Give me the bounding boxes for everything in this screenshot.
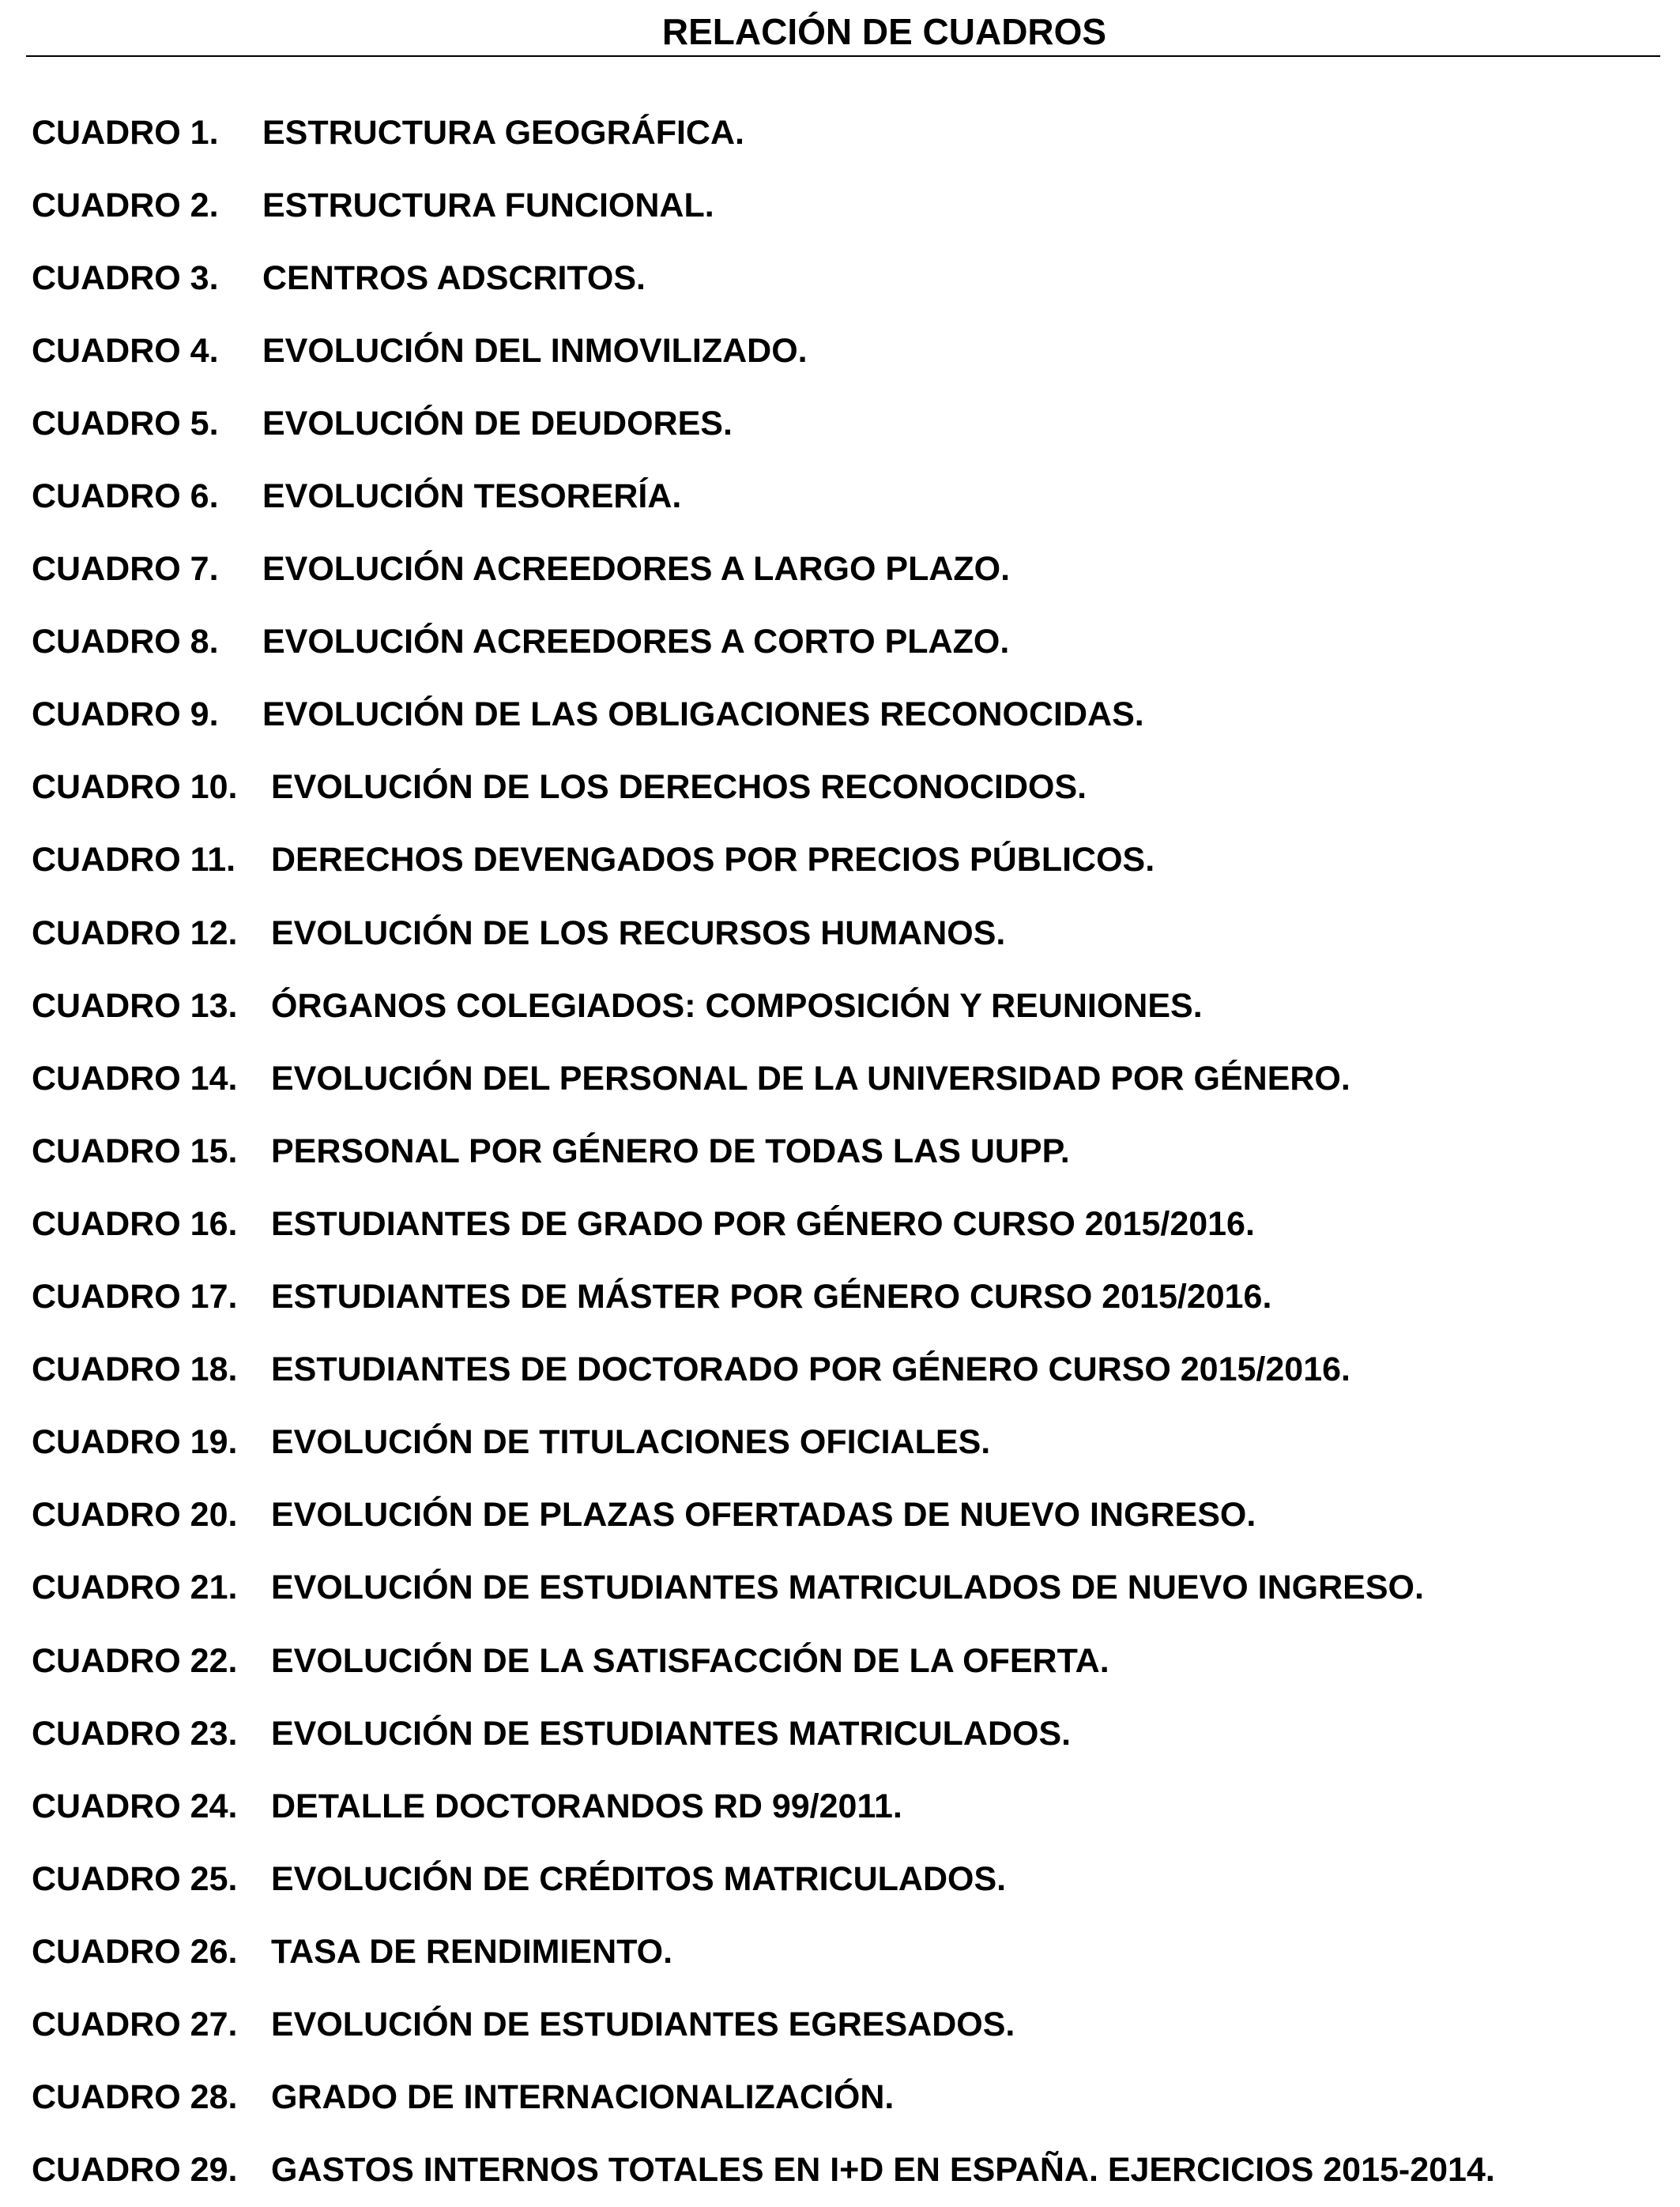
entry-title: CENTROS ADSCRITOS.	[262, 258, 646, 297]
list-item	[32, 751, 1667, 824]
list-item	[32, 1697, 1667, 1770]
entry-number: CUADRO 27.	[32, 2005, 238, 2043]
entry-title: ESTRUCTURA FUNCIONAL.	[262, 186, 714, 224]
entry-number: CUADRO 26.	[32, 1932, 238, 1971]
entry-title: EVOLUCIÓN DE CRÉDITOS MATRICULADOS.	[271, 1859, 1007, 1898]
list-item	[32, 1188, 1667, 1260]
list-item	[32, 314, 1667, 387]
entry-title: EVOLUCIÓN TESORERÍA.	[262, 477, 682, 516]
entry-number: CUADRO 3.	[32, 258, 219, 297]
entry-number: CUADRO 15.	[32, 1132, 238, 1170]
table-list	[32, 96, 1667, 2207]
list-item	[32, 1988, 1667, 2061]
entry-title: EVOLUCIÓN DE PLAZAS OFERTADAS DE NUEVO INGRESO.	[271, 1496, 1256, 1535]
title-divider	[26, 55, 1660, 57]
entry-number: CUADRO 13.	[32, 986, 238, 1025]
entry-number: CUADRO 20.	[32, 1496, 238, 1535]
list-item	[32, 1625, 1667, 1697]
list-item	[32, 1915, 1667, 1988]
page-title: RELACIÓN DE CUADROS	[661, 11, 1107, 52]
entry-number: CUADRO 18.	[32, 1350, 238, 1389]
entry-number: CUADRO 12.	[32, 913, 238, 952]
entry-number: CUADRO 25.	[32, 1859, 238, 1898]
list-item	[32, 897, 1667, 970]
list-item	[32, 824, 1667, 897]
list-item	[32, 169, 1667, 242]
entry-number: CUADRO 24.	[32, 1787, 238, 1825]
entry-title: TASA DE RENDIMIENTO.	[271, 1932, 673, 1971]
entry-number: CUADRO 1.	[32, 113, 219, 152]
entry-number: CUADRO 9.	[32, 695, 219, 734]
entry-number: CUADRO 19.	[32, 1423, 238, 1462]
list-item	[32, 533, 1667, 606]
entry-number: CUADRO 5.	[32, 404, 219, 443]
list-item	[32, 1334, 1667, 1407]
entry-title: EVOLUCIÓN DE DEUDORES.	[262, 404, 733, 443]
list-item	[32, 2062, 1667, 2134]
entry-number: CUADRO 23.	[32, 1714, 238, 1753]
entry-number: CUADRO 8.	[32, 623, 219, 661]
list-item	[32, 96, 1667, 169]
entry-number: CUADRO 4.	[32, 331, 219, 370]
entry-title: EVOLUCIÓN DEL PERSONAL DE LA UNIVERSIDAD POR GÉNERO.	[271, 1059, 1350, 1098]
list-item	[32, 1479, 1667, 1552]
entry-title: EVOLUCIÓN DE LOS DERECHOS RECONOCIDOS.	[271, 768, 1087, 807]
entry-title: EVOLUCIÓN DE TITULACIONES OFICIALES.	[271, 1423, 991, 1462]
entry-title: DETALLE DOCTORANDOS RD 99/2011.	[271, 1787, 902, 1825]
entry-title: EVOLUCIÓN ACREEDORES A CORTO PLAZO.	[262, 623, 1010, 661]
entry-number: CUADRO 28.	[32, 2078, 238, 2117]
list-item	[32, 387, 1667, 460]
entry-title: EVOLUCIÓN DE ESTUDIANTES EGRESADOS.	[271, 2005, 1015, 2043]
entry-title: ÓRGANOS COLEGIADOS: COMPOSICIÓN Y REUNIONES.	[271, 986, 1203, 1025]
list-item	[32, 460, 1667, 533]
entry-number: CUADRO 29.	[32, 2151, 238, 2190]
entry-number: CUADRO 2.	[32, 186, 219, 224]
list-item	[32, 1042, 1667, 1115]
list-item	[32, 1552, 1667, 1625]
entry-title: ESTUDIANTES DE MÁSTER POR GÉNERO CURSO 2015/2016.	[271, 1278, 1272, 1316]
entry-title: GASTOS INTERNOS TOTALES EN I+D EN ESPAÑA. EJERCICIOS 2015-2014.	[271, 2151, 1495, 2190]
list-item	[32, 1261, 1667, 1334]
entry-number: CUADRO 16.	[32, 1204, 238, 1243]
entry-number: CUADRO 14.	[32, 1059, 238, 1098]
list-item	[32, 606, 1667, 679]
entry-number: CUADRO 6.	[32, 477, 219, 516]
entry-title: EVOLUCIÓN DE LA SATISFACCIÓN DE LA OFERTA.	[271, 1641, 1109, 1680]
list-item	[32, 2134, 1667, 2207]
entry-title: EVOLUCIÓN DEL INMOVILIZADO.	[262, 331, 808, 370]
entry-title: EVOLUCIÓN ACREEDORES A LARGO PLAZO.	[262, 550, 1011, 589]
list-item	[32, 242, 1667, 314]
list-item	[32, 1115, 1667, 1188]
entry-title: EVOLUCIÓN DE ESTUDIANTES MATRICULADOS DE NUEVO INGRESO.	[271, 1569, 1424, 1607]
entry-number: CUADRO 17.	[32, 1278, 238, 1316]
list-item	[32, 679, 1667, 751]
entry-number: CUADRO 10.	[32, 768, 238, 807]
entry-title: EVOLUCIÓN DE LAS OBLIGACIONES RECONOCIDAS.	[262, 695, 1144, 734]
entry-title: PERSONAL POR GÉNERO DE TODAS LAS UUPP.	[271, 1132, 1070, 1170]
entry-title: ESTUDIANTES DE DOCTORADO POR GÉNERO CURSO 2015/2016.	[271, 1350, 1350, 1389]
entry-title: ESTRUCTURA GEOGRÁFICA.	[262, 113, 744, 152]
list-item	[32, 1407, 1667, 1479]
entry-title: ESTUDIANTES DE GRADO POR GÉNERO CURSO 2015/2016.	[271, 1204, 1255, 1243]
entry-title: DERECHOS DEVENGADOS POR PRECIOS PÚBLICOS.	[271, 841, 1155, 879]
entry-number: CUADRO 7.	[32, 550, 219, 589]
list-item	[32, 1770, 1667, 1843]
entry-number: CUADRO 21.	[32, 1569, 238, 1607]
entry-title: EVOLUCIÓN DE ESTUDIANTES MATRICULADOS.	[271, 1714, 1072, 1753]
entry-title: EVOLUCIÓN DE LOS RECURSOS HUMANOS.	[271, 913, 1006, 952]
list-item	[32, 1843, 1667, 1915]
list-item	[32, 970, 1667, 1042]
entry-title: GRADO DE INTERNACIONALIZACIÓN.	[271, 2078, 895, 2117]
entry-number: CUADRO 11.	[32, 841, 236, 879]
entry-number: CUADRO 22.	[32, 1641, 238, 1680]
